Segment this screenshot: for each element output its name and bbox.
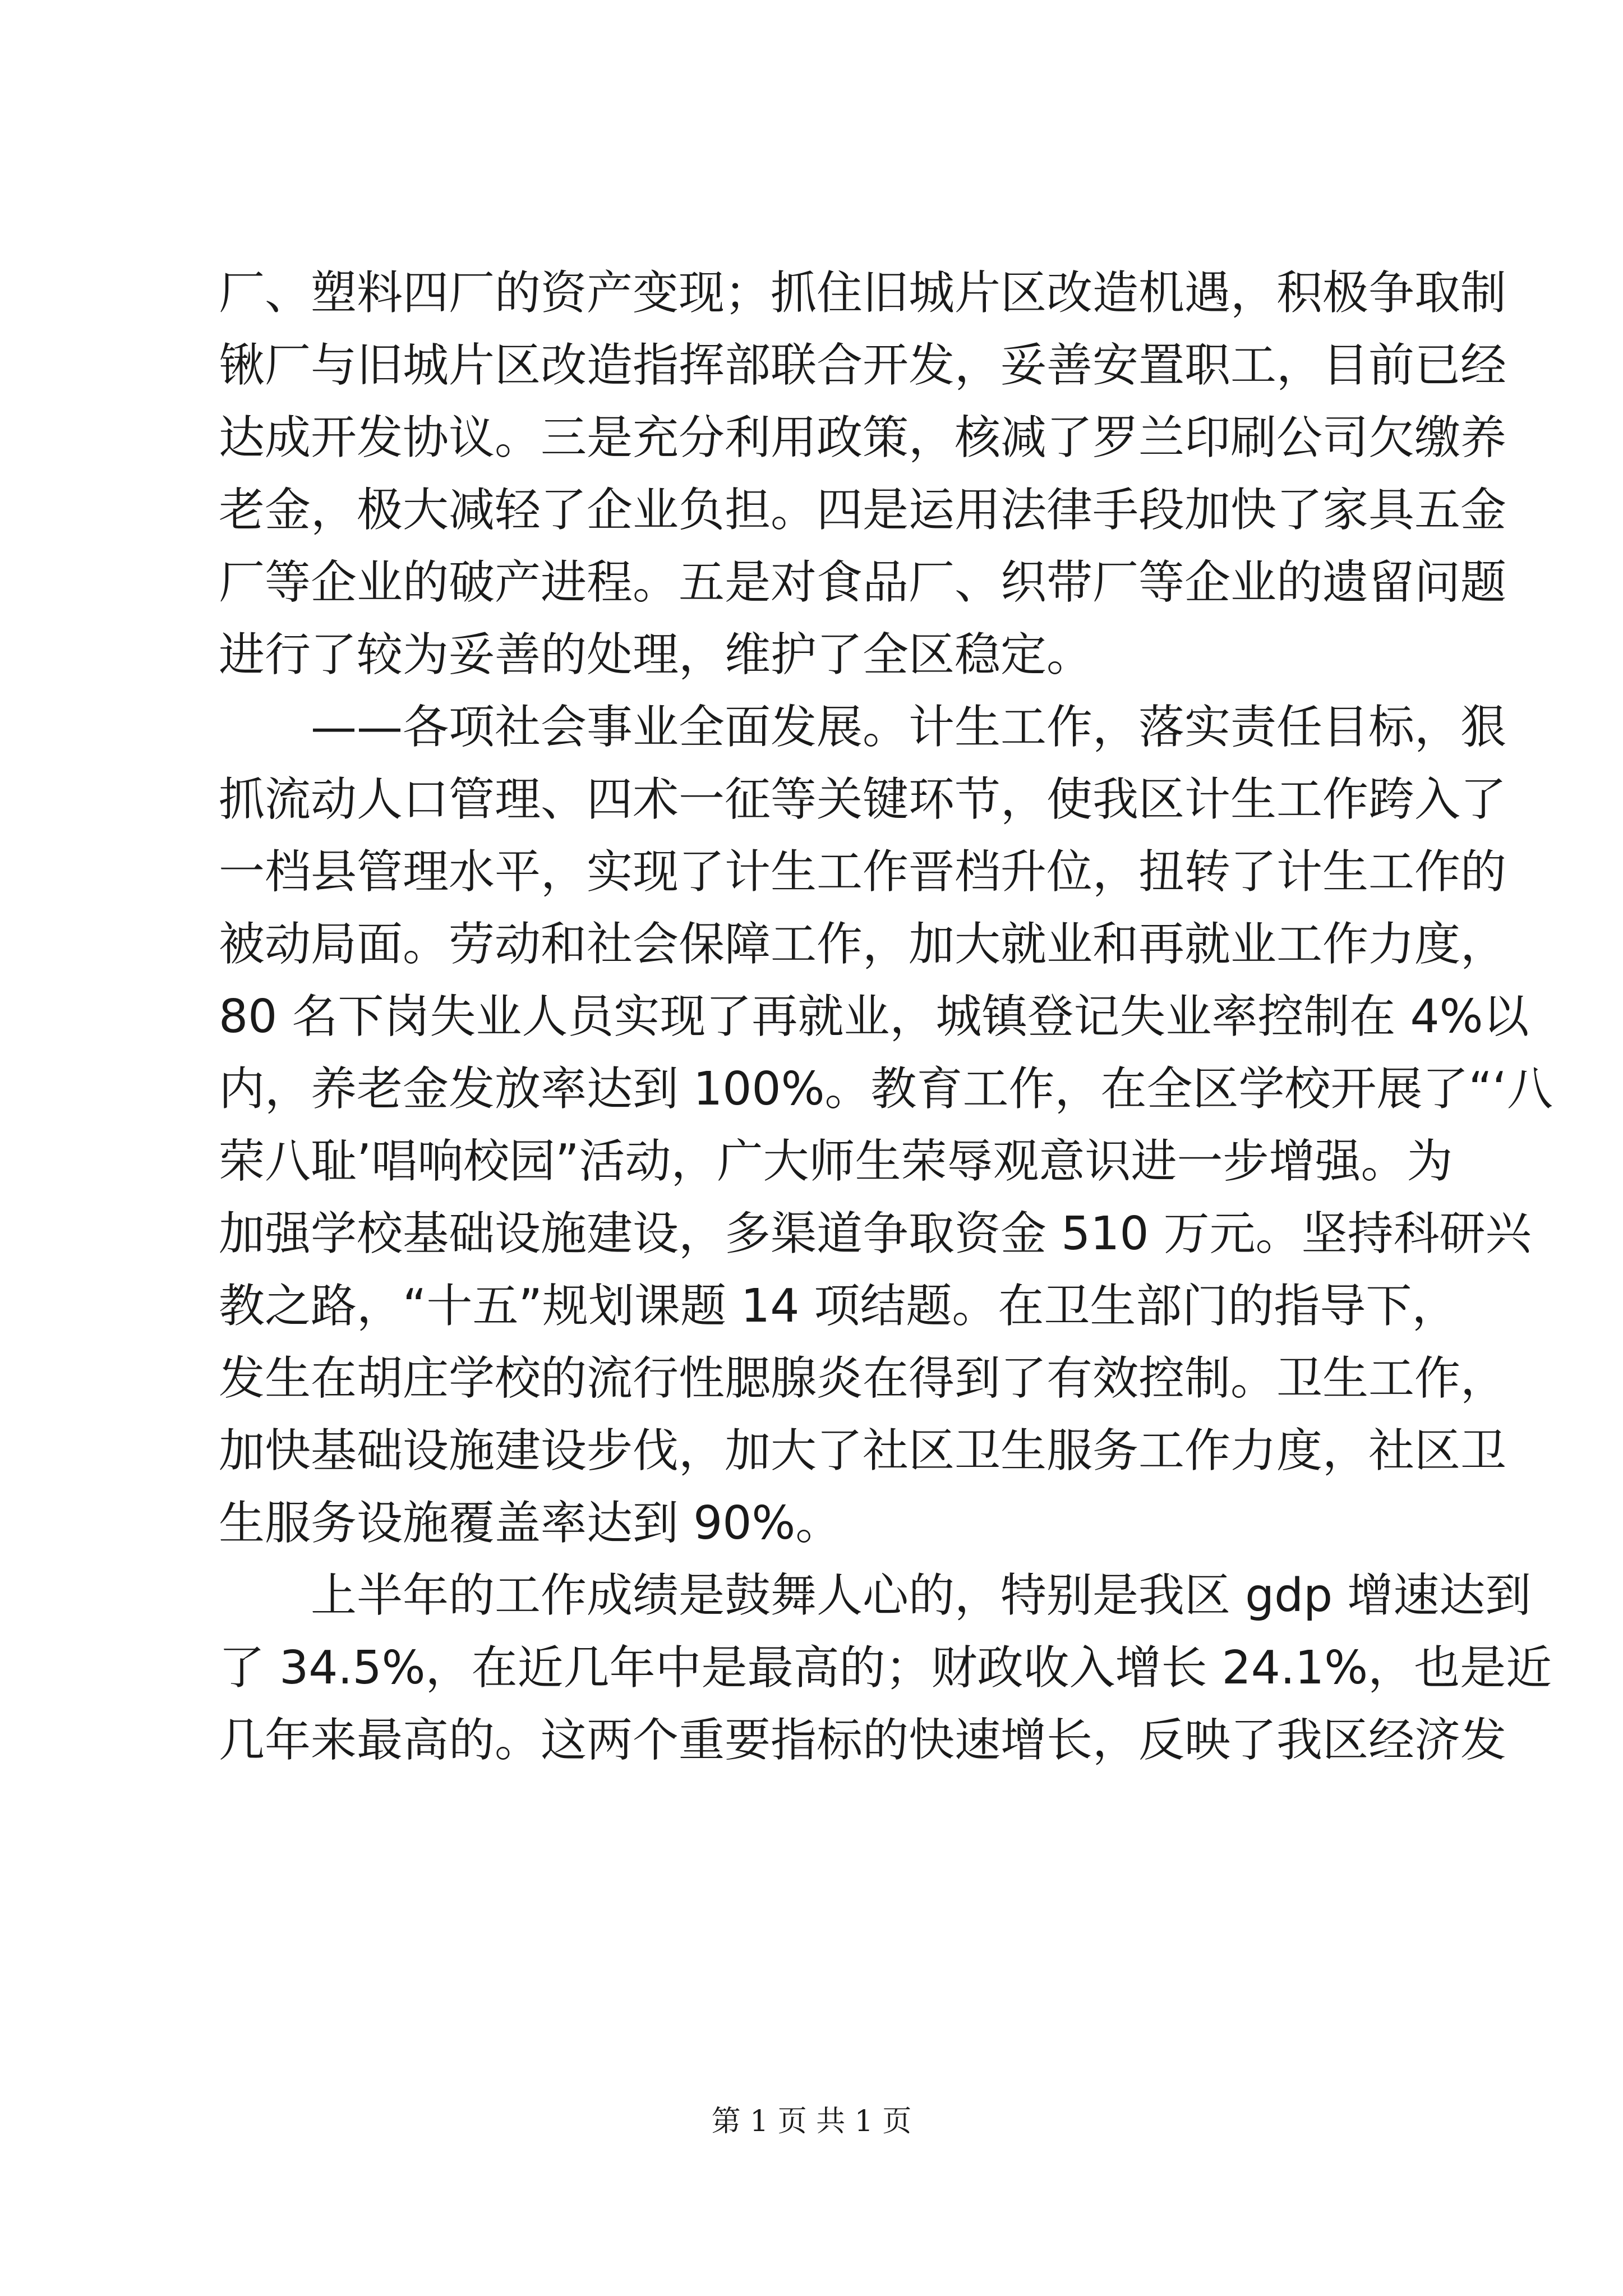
text-line: 荣八耻’唱响校园”活动，广大师生荣辱观意识进一步增强。为 xyxy=(219,1135,1453,1188)
text-line: 了 34.5%，在近几年中是最高的；财政收入增长 24.1%，也是近 xyxy=(219,1641,1552,1695)
text-line: 进行了较为妥善的处理，维护了全区稳定。 xyxy=(219,628,1093,682)
text-line: ——各项社会事业全面发展。计生工作，落实责任目标，狠 xyxy=(311,701,1507,754)
text-line: 锹厂与旧城片区改造指挥部联合开发，妥善安置职工，目前已经 xyxy=(219,339,1507,392)
paragraph xyxy=(219,691,1553,1559)
text-line: 被动局面。劳动和社会保障工作，加大就业和再就业工作力度， xyxy=(219,918,1507,971)
text-line: 教之路，“十五”规划课题 14 项结题。在卫生部门的指导下， xyxy=(219,1280,1458,1333)
text-line: 生服务设施覆盖率达到 90%。 xyxy=(219,1497,842,1550)
text-line: 上半年的工作成绩是鼓舞人心的，特别是我区 gdp 增速达到 xyxy=(311,1569,1532,1622)
page-footer: 第 1 页 共 1 页 xyxy=(711,2105,912,2138)
text-line: 加强学校基础设施建设，多渠道争取资金 510 万元。坚持科研兴 xyxy=(219,1207,1532,1260)
paragraph xyxy=(219,257,1507,691)
text-line: 厂、塑料四厂的资产变现；抓住旧城片区改造机遇，积极争取制 xyxy=(219,266,1507,320)
text-line: 内，养老金发放率达到 100%。教育工作，在全区学校开展了“‘八 xyxy=(219,1062,1553,1116)
text-line: 抓流动人口管理、四术一征等关键环节，使我区计生工作跨入了 xyxy=(219,773,1507,826)
text-line: 厂等企业的破产进程。五是对食品厂、织带厂等企业的遗留问题 xyxy=(219,556,1507,609)
text-line: 发生在胡庄学校的流行性腮腺炎在得到了有效控制。卫生工作， xyxy=(219,1352,1507,1405)
text-line: 80 名下岗失业人员实现了再就业，城镇登记失业率控制在 4%以 xyxy=(219,990,1529,1043)
text-line: 老金，极大减轻了企业负担。四是运用法律手段加快了家具五金 xyxy=(219,484,1507,537)
text-line: 达成开发协议。三是充分利用政策，核减了罗兰印刷公司欠缴养 xyxy=(219,411,1507,464)
text-line: 一档县管理水平，实现了计生工作晋档升位，扭转了计生工作的 xyxy=(219,845,1507,899)
text-line: 加快基础设施建设步伐，加大了社区卫生服务工作力度，社区卫 xyxy=(219,1424,1507,1478)
document-body xyxy=(219,257,1553,1777)
text-line: 几年来最高的。这两个重要指标的快速增长，反映了我区经济发 xyxy=(219,1714,1507,1767)
paragraph xyxy=(219,1559,1552,1777)
